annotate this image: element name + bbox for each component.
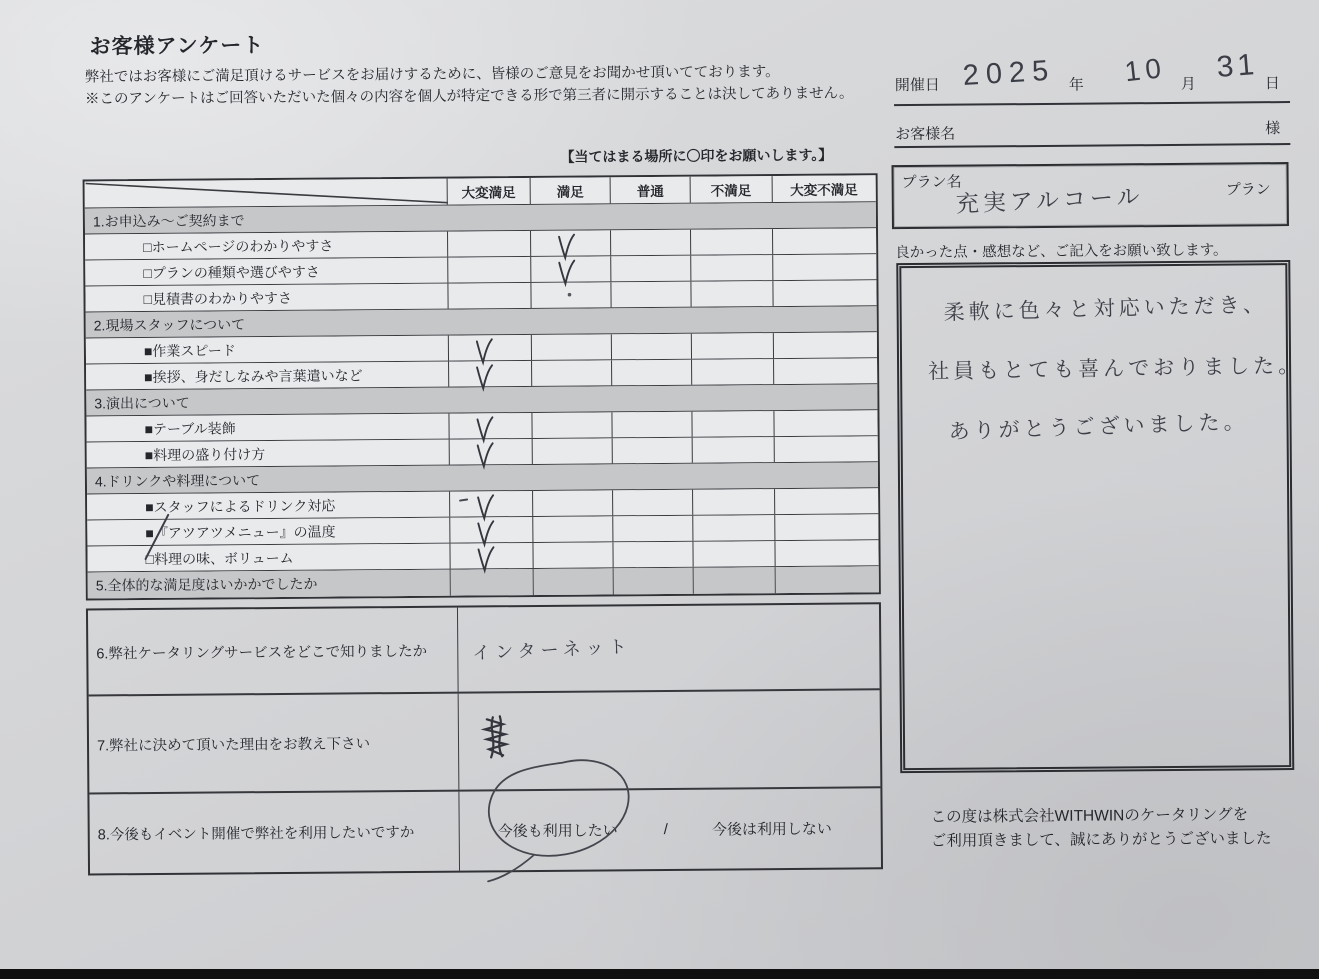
event-date-label: 開催日 — [894, 76, 940, 95]
rating-cell — [614, 568, 694, 595]
rating-cell — [775, 540, 879, 566]
customer-name-label: お客様名 — [895, 125, 956, 144]
rating-cell — [449, 257, 532, 283]
survey-row-label: 3.演出について — [94, 394, 190, 411]
year-unit: 年 — [1068, 76, 1084, 94]
column-header: 大変不満足 — [790, 182, 858, 198]
rating-cell — [691, 281, 773, 307]
option-use-again: 今後も利用したい — [497, 822, 618, 841]
rating-cell — [531, 256, 612, 282]
comments-header: 良かった点・感想など、ご記入をお願い致します。 — [895, 242, 1228, 262]
privacy-note: ※このアンケートはご回答いただいた個々の内容を個人が特定できる形で第三者に開示することは決してありません。 — [84, 85, 854, 108]
rating-cell — [774, 358, 878, 384]
handwritten-year: 2025 — [961, 54, 1057, 92]
rating-cell — [450, 491, 533, 517]
rating-cell — [693, 489, 775, 515]
rating-cell — [613, 438, 693, 464]
rating-cell — [775, 514, 879, 540]
question-label: 6.弊社ケータリングサービスをどこで知りましたか — [88, 608, 459, 695]
rating-cell — [450, 413, 533, 439]
option-not-use: 今後は利用しない — [711, 820, 832, 839]
footer-line-2: ご利用頂きまして、誠にありがとうございました — [930, 830, 1272, 850]
rating-cell — [533, 542, 614, 568]
rating-cell — [533, 438, 614, 464]
answer-area — [458, 604, 880, 691]
rating-cell — [448, 231, 531, 257]
header-diagonal-cell — [85, 179, 448, 208]
rating-cell — [533, 516, 614, 542]
satisfaction-table — [83, 173, 881, 600]
rating-cell — [694, 567, 776, 594]
survey-row-label: 4.ドリンクや料理について — [94, 471, 261, 489]
column-header: 大変満足 — [448, 178, 531, 205]
question-row-8 — [89, 788, 881, 873]
rating-cell — [613, 412, 693, 438]
rating-cell — [693, 437, 775, 463]
handwritten-circle — [467, 744, 668, 896]
day-unit: 日 — [1264, 75, 1280, 93]
rating-cell — [773, 254, 877, 280]
rating-cell — [614, 516, 694, 542]
column-header: 不満足 — [691, 176, 773, 203]
survey-row-label: □料理の味、ボリューム — [87, 544, 451, 572]
rating-cell — [449, 283, 532, 309]
rating-cell — [613, 490, 693, 516]
plan-name-box — [891, 162, 1288, 229]
question-label: 8.今後もイベント開催で弊社を利用したいですか — [89, 792, 460, 874]
rating-cell — [773, 280, 877, 306]
rating-cell — [612, 360, 692, 386]
survey-row-label: □プランの種類や選びやすさ — [85, 258, 449, 286]
survey-rows — [85, 202, 879, 598]
rating-cell — [449, 361, 532, 387]
date-underline — [894, 101, 1290, 106]
rating-cell — [531, 230, 612, 256]
circle-instruction: 【当てはまる場所に〇印をお願いします。】 — [560, 146, 833, 165]
rating-cell — [692, 359, 774, 385]
survey-row-label: ■テーブル装飾 — [86, 414, 450, 442]
rating-cell — [450, 439, 533, 465]
rating-cell — [612, 334, 692, 360]
rating-cell — [774, 410, 878, 436]
rating-cell — [774, 436, 878, 462]
survey-row-label: □ホームページのわかりやすさ — [85, 232, 449, 260]
survey-row-label: 5.全体的な満足度はいかかでしたか — [88, 570, 451, 599]
handwritten-answer: インターネット — [471, 636, 633, 664]
rating-cell — [611, 230, 691, 256]
survey-row-label: ■スタッフによるドリンク対応 — [87, 492, 451, 520]
handwritten-checkbox-slash — [138, 509, 182, 571]
customer-name-underline — [894, 143, 1290, 148]
month-unit: 月 — [1180, 75, 1196, 93]
plan-unit: プラン — [1225, 181, 1271, 199]
survey-row-label: ■『アツアツメニュー』の温度 — [87, 518, 451, 546]
column-header: 満足 — [530, 177, 611, 204]
footer-thanks — [931, 803, 1319, 854]
handwritten-comment-line: 社員もとても喜んでおりました。 — [927, 354, 1304, 384]
column-header: 普通 — [611, 177, 691, 204]
question-row-6 — [88, 604, 880, 696]
rating-cell — [693, 515, 775, 541]
footer-line-1: この度は株式会社WITHWINのケータリングを — [930, 806, 1249, 826]
rating-cell — [692, 411, 774, 437]
rating-cell — [773, 228, 877, 254]
rating-cell — [532, 412, 613, 438]
survey-row-label: ■料理の盛り付け方 — [87, 440, 451, 468]
answer-area — [459, 788, 881, 870]
diagonal-line — [85, 179, 450, 209]
handwritten-day: 31 — [1215, 47, 1260, 85]
page-title: お客様アンケート — [89, 34, 265, 59]
plan-label: プラン名 — [901, 173, 962, 192]
intro-text: 弊社ではお客様にご満足頂けるサービスをお届けするために、皆様のご意見をお聞かせ頂いてております。 — [84, 64, 780, 86]
handwritten-comment-line: ありがとうございました。 — [948, 410, 1249, 444]
survey-row-label: ■作業スピード — [86, 336, 450, 364]
rating-cell — [532, 334, 613, 360]
rating-cell — [532, 360, 613, 386]
survey-row-label: 1.お申込み～ご契約まで — [92, 211, 245, 229]
rating-cell — [533, 568, 614, 595]
rating-cell — [692, 333, 774, 359]
handwritten-comment-line: 柔軟に色々と対応いただき、 — [943, 293, 1269, 325]
rating-cell — [451, 543, 534, 569]
questions-table — [86, 602, 883, 875]
survey-row-label: 2.現場スタッフについて — [93, 315, 246, 333]
survey-row-label: □見積書のわかりやすさ — [85, 284, 449, 312]
question-label: 7.弊社に決めて頂いた理由をお教え下さい — [89, 694, 460, 793]
rating-cell — [612, 256, 692, 282]
rating-cell — [614, 542, 694, 568]
rating-cell — [693, 541, 775, 567]
comments-box — [896, 260, 1304, 773]
rating-cell — [775, 566, 879, 593]
rating-cell — [691, 229, 773, 255]
handwritten-plan-name: 充実アルコール — [955, 182, 1144, 217]
handwritten-month: 10 — [1123, 51, 1168, 88]
rating-cell — [691, 255, 773, 281]
rating-cell — [612, 282, 692, 308]
survey-row-label: ■挨拶、身だしなみや言葉遣いなど — [86, 362, 450, 390]
rating-cell — [449, 335, 532, 361]
rating-cell — [533, 490, 614, 516]
rating-cell — [773, 332, 877, 358]
honorific: 様 — [1265, 120, 1281, 138]
option-separator: / — [663, 820, 668, 838]
rating-cell — [775, 488, 879, 514]
